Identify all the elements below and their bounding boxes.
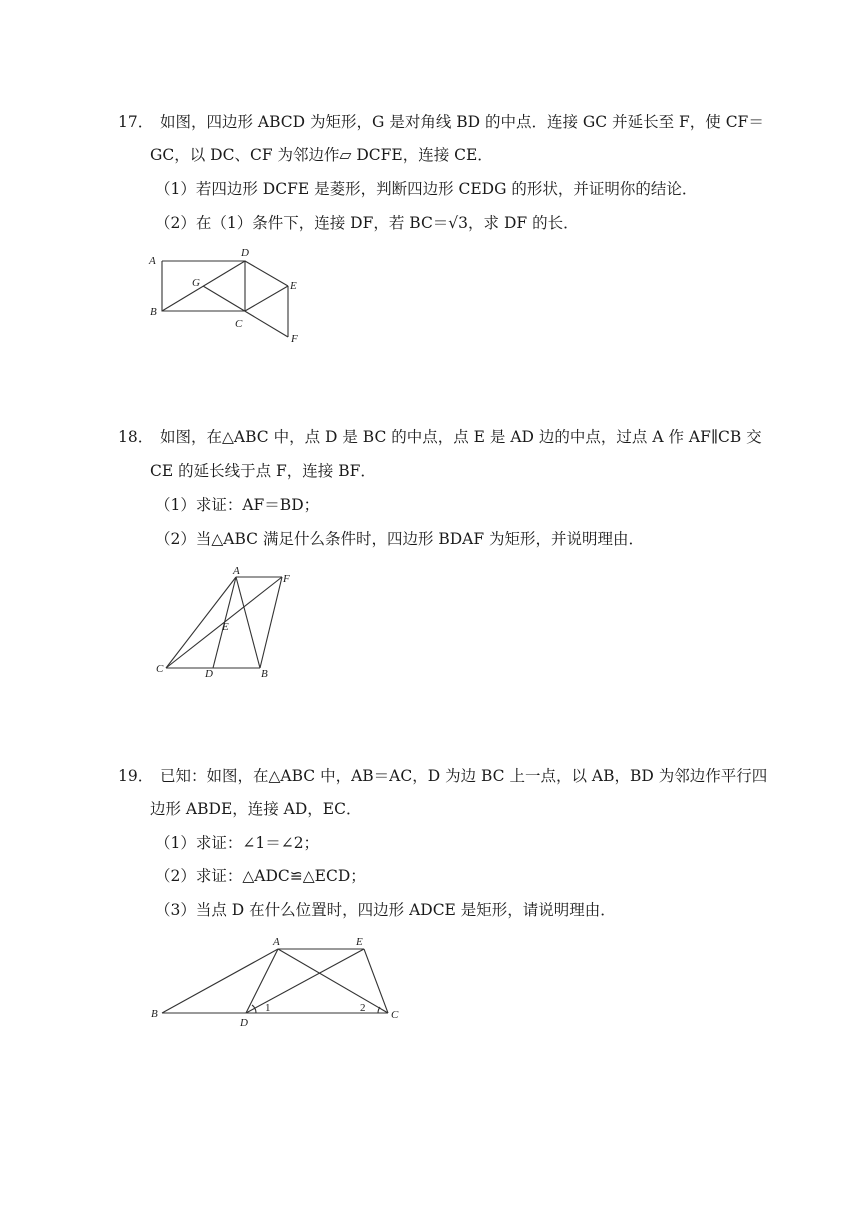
sub-question-2: （2）求证：△ADC≌△ECD； bbox=[155, 867, 366, 885]
sub-question-2: （2）在（1）条件下，连接 DF，若 BC＝√3，求 DF 的长． bbox=[155, 214, 579, 232]
angle-2-label: 2 bbox=[360, 1002, 366, 1014]
question-text-line: 边形 ABDE，连接 AD，EC． bbox=[150, 800, 362, 818]
sub-question-3: （3）当点 D 在什么位置时，四边形 ADCE 是矩形，请说明理由． bbox=[155, 901, 616, 919]
label-d: D bbox=[240, 1017, 248, 1029]
question-number: 17． bbox=[118, 113, 154, 131]
angle-1-label: 1 bbox=[265, 1002, 271, 1014]
label-b: B bbox=[150, 306, 157, 318]
figure-rectangle-abcd bbox=[140, 240, 320, 350]
sub-question-1: （1）求证：∠1＝∠2； bbox=[155, 834, 320, 852]
label-e: E bbox=[356, 936, 363, 948]
label-a: A bbox=[233, 565, 240, 577]
label-a: A bbox=[149, 255, 156, 267]
label-e: E bbox=[290, 280, 297, 292]
label-b: B bbox=[261, 668, 268, 680]
label-c: C bbox=[235, 318, 243, 330]
question-text-line: 已知：如图，在△ABC 中，AB＝AC，D 为边 BC 上一点，以 AB，BD 为邻边作平行四 bbox=[160, 767, 768, 785]
label-c: C bbox=[156, 663, 164, 675]
label-c: C bbox=[391, 1009, 399, 1021]
question-number: 18． bbox=[118, 428, 154, 446]
question-text-line: CE 的延长线于点 F，连接 BF． bbox=[150, 462, 376, 480]
label-f: F bbox=[283, 573, 290, 585]
label-f: F bbox=[291, 333, 298, 345]
label-e: E bbox=[222, 621, 229, 633]
question-text-line: 如图，四边形 ABCD 为矩形，G 是对角线 BD 的中点．连接 GC 并延长至 F，使 CF＝ bbox=[160, 113, 764, 131]
question-text-line: 如图，在△ABC 中，点 D 是 BC 的中点，点 E 是 AD 边的中点，过点 A 作 AF∥CB 交 bbox=[160, 428, 762, 446]
figure-triangle-abc-bdaf bbox=[150, 562, 310, 682]
label-d: D bbox=[205, 668, 213, 680]
label-a: A bbox=[273, 936, 280, 948]
sub-question-1: （1）若四边形 DCFE 是菱形，判断四边形 CEDG 的形状，并证明你的结论． bbox=[155, 180, 698, 198]
sub-question-1: （1）求证：AF＝BD； bbox=[155, 496, 320, 514]
label-b: B bbox=[151, 1008, 158, 1020]
sub-question-2: （2）当△ABC 满足什么条件时，四边形 BDAF 为矩形，并说明理由． bbox=[155, 530, 645, 548]
question-number: 19． bbox=[118, 767, 154, 785]
figure-parallelogram-abde bbox=[145, 930, 415, 1030]
label-g: G bbox=[192, 277, 200, 289]
label-d: D bbox=[241, 247, 249, 259]
question-text-line: GC，以 DC、CF 为邻边作▱ DCFE，连接 CE． bbox=[150, 146, 493, 164]
